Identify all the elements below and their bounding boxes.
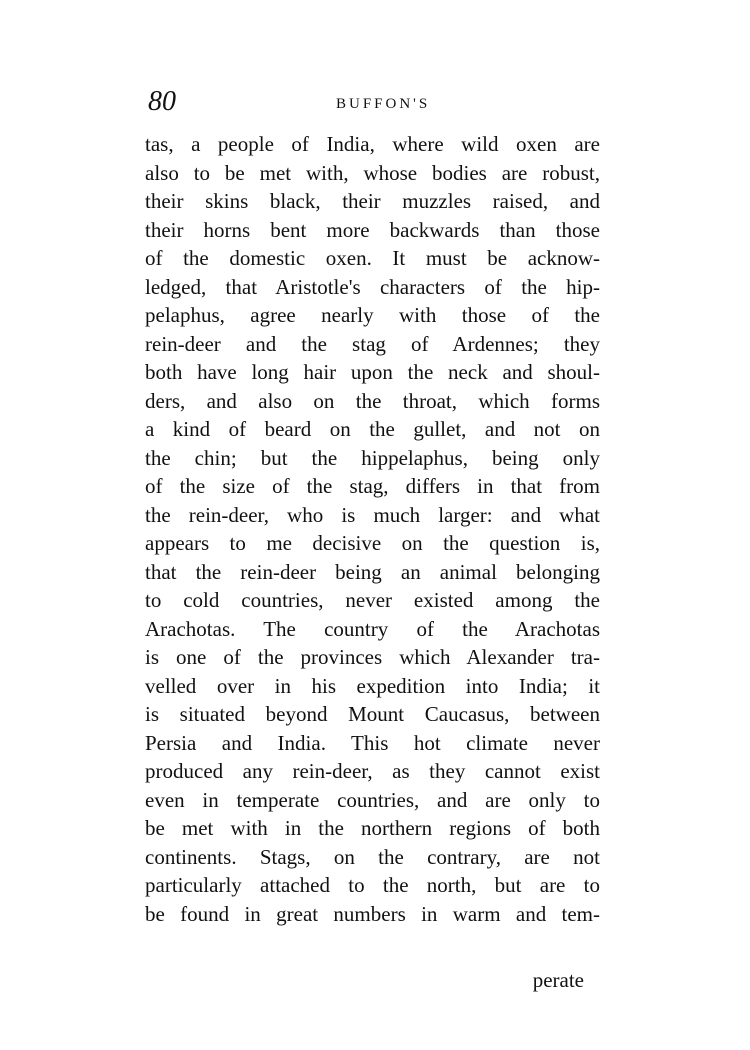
text-line: continents. Stags, on the contrary, are not [145, 844, 600, 869]
text-line: their horns bent more backwards than those [145, 217, 600, 242]
text-line: of the domestic oxen. It must be acknow- [145, 246, 600, 270]
text-line: a kind of beard on the gullet, and not on [145, 417, 600, 441]
text-line: the chin; but the hippelaphus, being only [145, 445, 600, 470]
text-line: Arachotas. The country of the Arachotas [145, 616, 600, 641]
text-line: particularly attached to the north, but are to [145, 873, 600, 897]
text-line: ledged, that Aristotle's characters of the hip- [145, 274, 600, 299]
text-line: tas, a people of India, where wild oxen are [145, 132, 600, 156]
page-header [148, 88, 598, 124]
text-line: pelaphus, agree nearly with those of the [145, 303, 600, 327]
text-line: the rein-deer, who is much larger: and what [145, 502, 600, 527]
text-line: also to be met with, whose bodies are robust, [145, 160, 600, 185]
text-line: be met with in the northern regions of both [145, 816, 600, 840]
text-line: appears to me decisive on the question is, [145, 531, 600, 555]
text-line: is situated beyond Mount Caucasus, between [145, 702, 600, 726]
text-line: Persia and India. This hot climate never [145, 730, 600, 755]
body-text [145, 130, 600, 928]
text-line: of the size of the stag, differs in that from [145, 474, 600, 498]
catchword: perate [532, 968, 584, 992]
text-line: that the rein-deer being an animal belonging [145, 559, 600, 584]
text-line: be found in great numbers in warm and tem- [145, 901, 600, 926]
text-line: is one of the provinces which Alexander tra- [145, 645, 600, 669]
text-line: to cold countries, never existed among the [145, 588, 600, 612]
text-line: velled over in his expedition into India; it [145, 673, 600, 698]
running-head: BUFFON'S [336, 96, 431, 112]
text-line: both have long hair upon the neck and shoul- [145, 360, 600, 384]
text-line: their skins black, their muzzles raised, and [145, 189, 600, 213]
text-line: rein-deer and the stag of Ardennes; they [145, 331, 600, 356]
text-line: even in temperate countries, and are only to [145, 787, 600, 812]
text-line: produced any rein-deer, as they cannot exist [145, 759, 600, 783]
page-number: 80 [148, 86, 176, 117]
text-line: ders, and also on the throat, which forms [145, 388, 600, 413]
